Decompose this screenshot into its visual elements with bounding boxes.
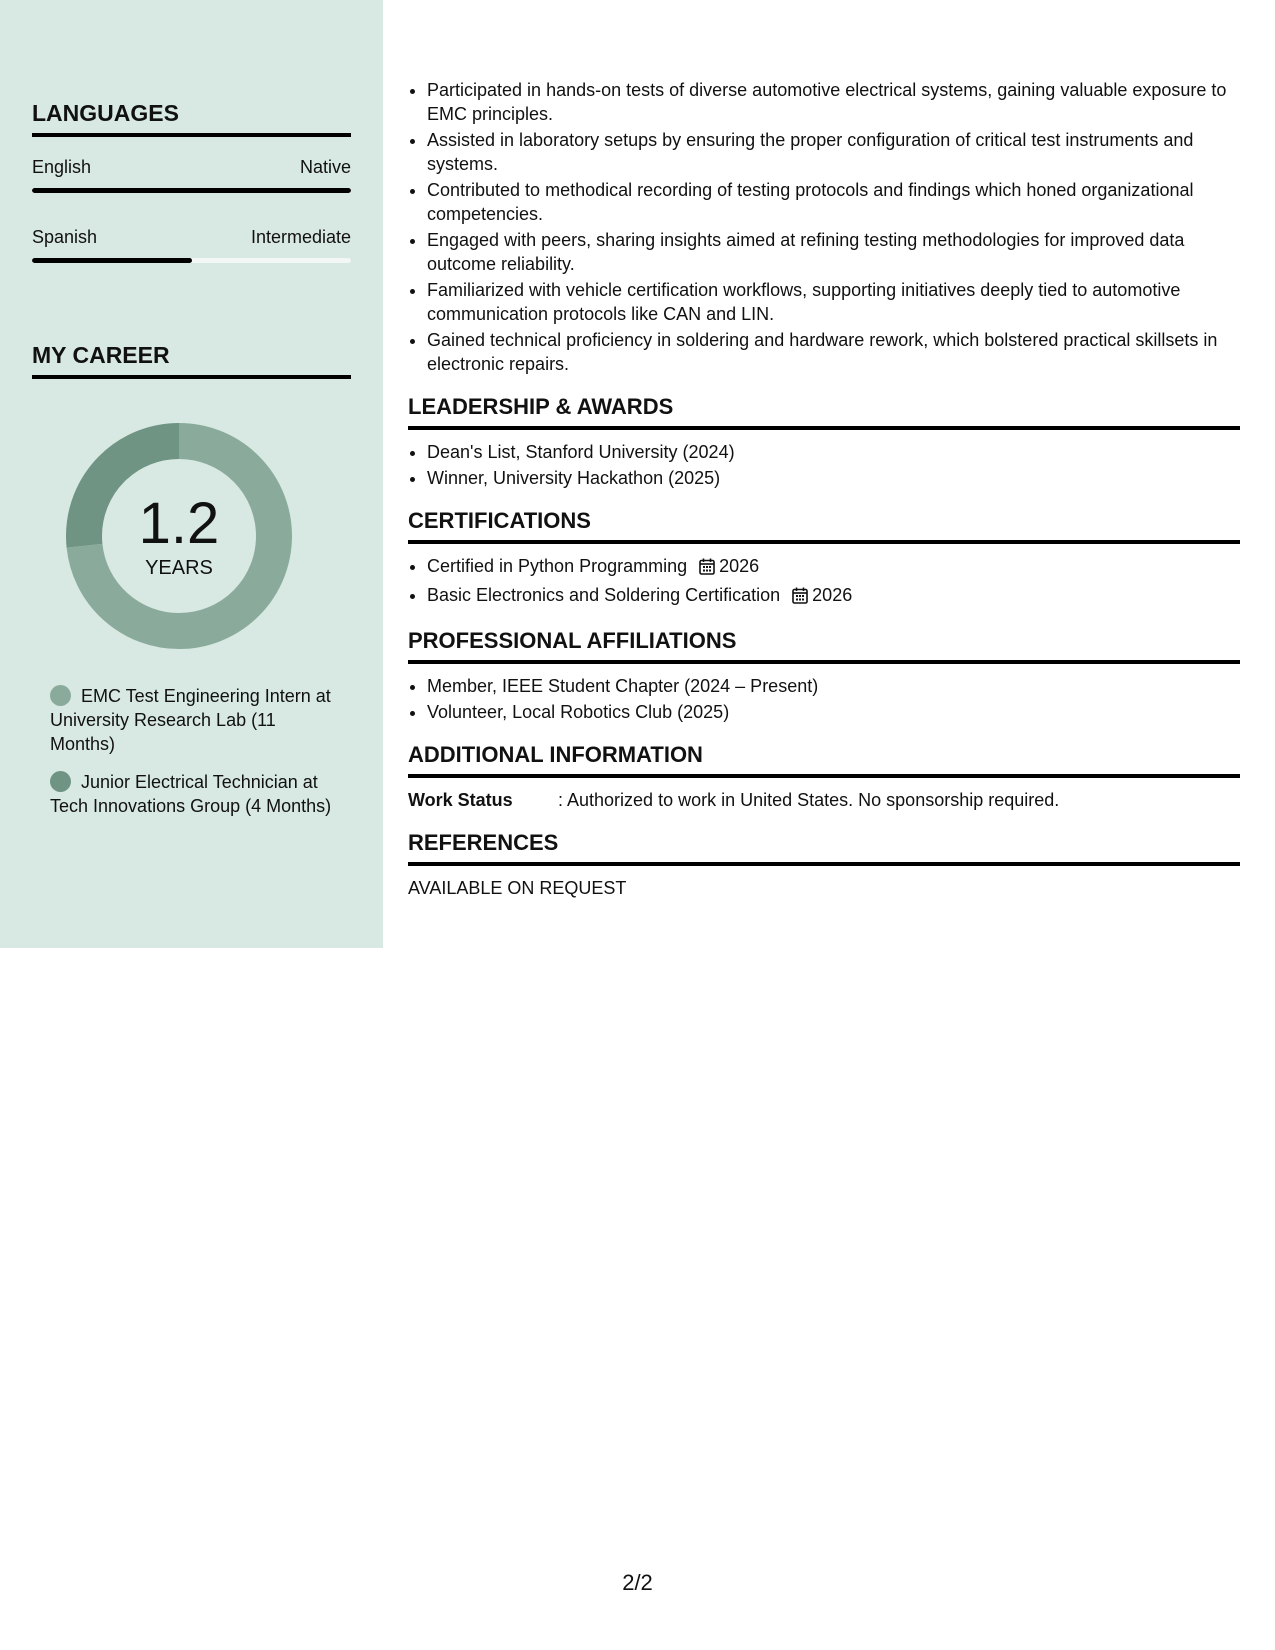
- references-title: REFERENCES: [408, 830, 1240, 866]
- certifications-title: CERTIFICATIONS: [408, 508, 1240, 544]
- legend-dot-icon: [50, 685, 71, 706]
- list-item: • Participated in hands-on tests of diverse automotive electrical systems, gaining valuable exposure to EMC principles.: [427, 78, 1240, 126]
- list-item: • Engaged with peers, sharing insights aimed at refining testing methodologies for improved data outcome reliability.: [427, 228, 1240, 276]
- legend-dot-icon: [50, 771, 71, 792]
- career-total-years: 1.2: [138, 491, 220, 556]
- main-content: [408, 78, 1240, 900]
- language-proficiency-bar: [32, 188, 351, 193]
- career-legend: [50, 684, 340, 832]
- language-level: Intermediate: [250, 227, 351, 247]
- list-item: • Gained technical proficiency in soldering and hardware rework, which bolstered practical skillsets in electronic repairs.: [427, 328, 1240, 376]
- calendar-icon: [792, 586, 808, 610]
- work-status-label: Work Status: [408, 790, 513, 810]
- career-total-unit: YEARS: [145, 557, 213, 579]
- sidebar: [0, 0, 383, 948]
- language-name: English: [32, 157, 92, 177]
- list-item: • Winner, University Hackathon (2025): [427, 466, 1240, 490]
- career-legend-item: [50, 770, 340, 818]
- languages-section: [32, 100, 351, 263]
- language-proficiency-bar: [32, 258, 351, 263]
- language-proficiency-fill: [32, 258, 192, 263]
- list-item: • Familiarized with vehicle certification workflows, supporting initiatives deeply tied to automotive communication protocols like CAN and LIN.: [427, 278, 1240, 326]
- leadership-list: [408, 440, 1240, 490]
- page-number: 2/2: [622, 1570, 653, 1595]
- certification-year: 2026: [812, 585, 853, 605]
- affiliations-title: PROFESSIONAL AFFILIATIONS: [408, 628, 1240, 664]
- career-legend-label: Junior Electrical Technician at Tech Innovations Group (4 Months): [50, 772, 332, 816]
- career-section: [32, 342, 351, 379]
- language-proficiency-fill: [32, 188, 351, 193]
- leadership-title: LEADERSHIP & AWARDS: [408, 394, 1240, 430]
- certification-name: Certified in Python Programming: [427, 556, 688, 576]
- certification-year: 2026: [719, 556, 760, 576]
- work-status-value: : Authorized to work in United States. No sponsorship required.: [558, 790, 1060, 810]
- list-item: • Volunteer, Local Robotics Club (2025): [427, 700, 1240, 724]
- career-title: MY CAREER: [32, 342, 351, 379]
- list-item: • Assisted in laboratory setups by ensuring the proper configuration of critical test instruments and systems.: [427, 128, 1240, 176]
- calendar-icon: [699, 557, 715, 581]
- career-donut-chart: [66, 423, 292, 649]
- language-item: [32, 157, 351, 193]
- career-legend-item: [50, 684, 340, 756]
- list-item: • Member, IEEE Student Chapter (2024 – Present): [427, 674, 1240, 698]
- work-status-row: [408, 788, 1240, 812]
- list-item: [427, 583, 1240, 610]
- language-name: Spanish: [32, 227, 98, 247]
- experience-bullets: [408, 78, 1240, 376]
- certification-name: Basic Electronics and Soldering Certification: [427, 585, 781, 605]
- certifications-list: [408, 554, 1240, 610]
- languages-title: LANGUAGES: [32, 100, 351, 137]
- career-legend-label: EMC Test Engineering Intern at University Research Lab (11 Months): [50, 686, 331, 754]
- references-value: AVAILABLE ON REQUEST: [408, 878, 627, 898]
- affiliations-list: [408, 674, 1240, 724]
- list-item: • Dean's List, Stanford University (2024): [427, 440, 1240, 464]
- language-level: Native: [299, 157, 351, 177]
- additional-info-title: ADDITIONAL INFORMATION: [408, 742, 1240, 778]
- list-item: [427, 554, 1240, 581]
- language-item: [32, 227, 351, 263]
- list-item: • Contributed to methodical recording of testing protocols and findings which honed organizational competencies.: [427, 178, 1240, 226]
